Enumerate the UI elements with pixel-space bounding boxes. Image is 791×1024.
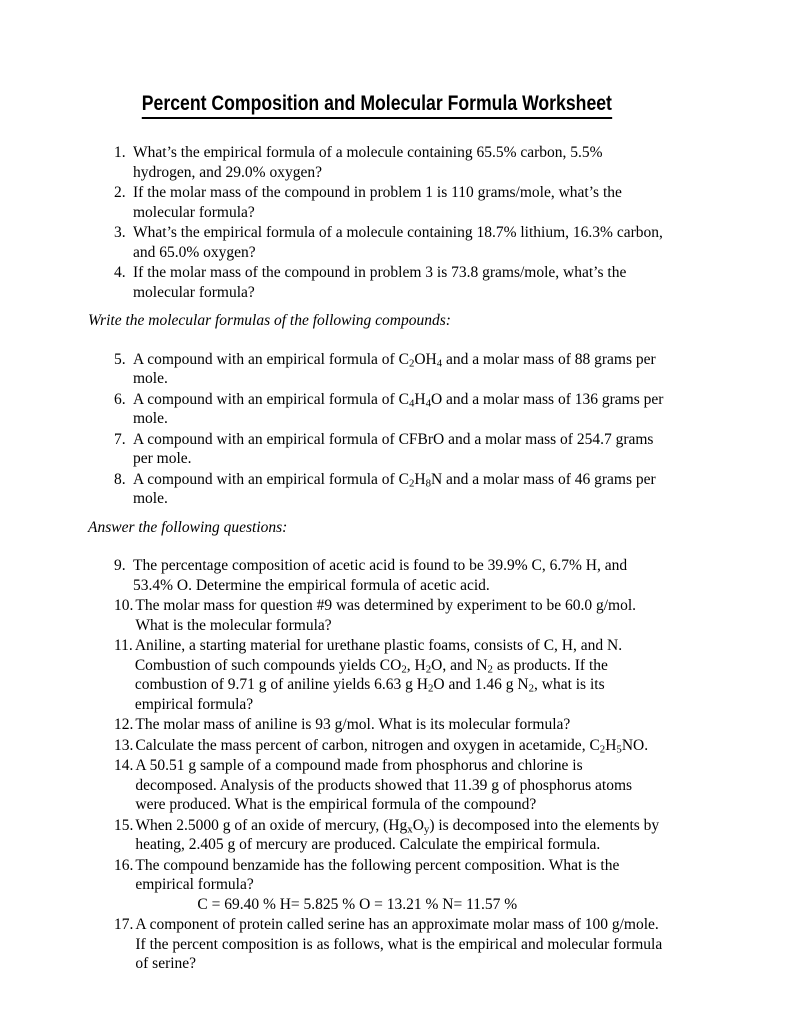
- question-list: [88, 143, 665, 302]
- question-text: Calculate the mass percent of carbon, nitrogen and oxygen in acetamide, $C_2H_5NO$.: [135, 736, 649, 756]
- question-number: 10.: [114, 597, 134, 614]
- question-item: [114, 263, 665, 302]
- question-text: What’s the empirical formula of a molecule containing 65.5% carbon, 5.5% hydrogen, and 29.0% oxygen?: [133, 144, 603, 181]
- question-text: The percentage composition of acetic acid is found to be 39.9% C, 6.7% H, and 53.4% O. Determine the empirical formula of acetic acid.: [133, 557, 628, 594]
- question-item: [114, 915, 665, 974]
- page-title-text: Percent Composition and Molecular Formula Worksheet: [141, 92, 611, 119]
- question-number: 1.: [114, 144, 126, 161]
- question-text: Aniline, a starting material for urethane plastic foams, consists of C, H, and N. Combustion of such compounds yields $CO_2$, $H_2O$, and $N_2$ as products. If the combustion of 9.71 g of aniline yields 6.63 g $H_2O$ and 1.46 g $N_2$, what is its empirical formula?: [134, 637, 623, 713]
- question-number: 17.: [114, 916, 134, 933]
- question-number: 7.: [114, 430, 126, 448]
- question-number: 3.: [114, 224, 126, 241]
- question-number: 11.: [114, 637, 133, 654]
- question-text: The molar mass of aniline is 93 g/mol. What is its molecular formula?: [135, 716, 571, 733]
- question-item: [114, 736, 665, 756]
- question-text: A component of protein called serine has an approximate molar mass of 100 g/mole. If the percent composition is as follows, what is the empirical and molecular formula of serine?: [135, 916, 663, 972]
- question-number: 13.: [114, 736, 134, 754]
- question-item: [114, 756, 665, 815]
- question-item: [114, 143, 665, 182]
- question-text: A compound with an empirical formula of $C_2H_8N$ and a molar mass of 46 grams per mole.: [133, 470, 656, 507]
- question-text: A compound with an empirical formula of $C_2OH_4$ and a molar mass of 88 grams per mole.: [133, 350, 656, 387]
- question-item: [114, 390, 665, 429]
- question-item: [114, 223, 665, 262]
- question-text: A compound with an empirical formula of $C_4H_4O$ and a molar mass of 136 grams per mole.: [133, 390, 664, 427]
- page-title: [88, 92, 665, 119]
- formula-line: C = 69.40 % H= 5.825 % O = 13.21 % N= 11.57 %: [197, 895, 518, 913]
- question-item: [114, 350, 665, 389]
- question-list: [88, 350, 665, 509]
- question-item: [114, 596, 665, 635]
- question-text: When 2.5000 g of an oxide of mercury, $(Hg_xO_y)$ is decomposed into the elements by heating, 2.405 g of mercury are produced. Calculate the empirical formula.: [135, 816, 660, 853]
- question-item: [114, 430, 665, 469]
- question-item: [114, 715, 665, 735]
- question-item: [114, 470, 665, 509]
- question-number: 9.: [114, 557, 126, 574]
- question-item: [114, 636, 665, 714]
- question-text: A compound with an empirical formula of CFBrO and a molar mass of 254.7 grams per mole.: [133, 430, 654, 467]
- question-number: 12.: [114, 716, 134, 733]
- question-item: [114, 816, 665, 855]
- question-number: 8.: [114, 470, 126, 488]
- question-item: [114, 556, 665, 595]
- question-number: 16.: [114, 856, 134, 874]
- worksheet-content: [88, 143, 665, 974]
- question-text: If the molar mass of the compound in problem 3 is 73.8 grams/mole, what’s the molecular formula?: [133, 264, 627, 301]
- question-text: A 50.51 g sample of a compound made from phosphorus and chlorine is decomposed. Analysis of the products showed that 11.39 g of phosphorus atoms were produced. What is the empirical formula of the compound?: [135, 757, 633, 813]
- question-number: 15.: [114, 816, 134, 834]
- question-number: 6.: [114, 390, 126, 408]
- question-list: [88, 556, 665, 974]
- section-instruction: Answer the following questions:: [88, 518, 288, 536]
- question-item: [114, 183, 665, 222]
- question-number: 5.: [114, 350, 126, 368]
- question-number: 14.: [114, 757, 134, 774]
- question-text: What’s the empirical formula of a molecule containing 18.7% lithium, 16.3% carbon, and 65.0% oxygen?: [133, 224, 663, 261]
- question-text: The molar mass for question #9 was determined by experiment to be 60.0 g/mol. What is the molecular formula?: [135, 597, 636, 634]
- question-number: 4.: [114, 264, 126, 281]
- section-instruction: Write the molecular formulas of the following compounds:: [88, 312, 451, 329]
- question-text: The compound benzamide has the following percent composition. What is the empirical formula? C = 69.40 % H= 5.825 % O = 13.21 % N= 11.57 %: [135, 856, 665, 915]
- question-number: 2.: [114, 184, 126, 201]
- question-text: If the molar mass of the compound in problem 1 is 110 grams/mole, what’s the molecular formula?: [133, 184, 622, 221]
- question-item: [114, 856, 665, 915]
